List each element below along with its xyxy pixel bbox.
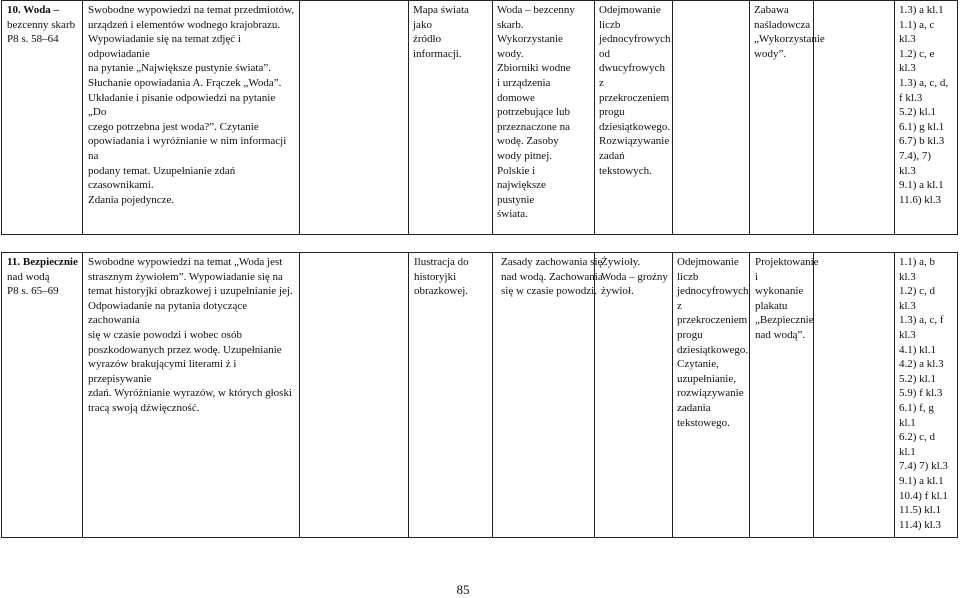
column-5-cell: Zasady zachowania się nad wodą. Zachowania się w czasie powodzi. (501, 256, 603, 298)
column-divider (82, 252, 83, 538)
column-4-cell: Ilustracja do historyjki obrazkowej. (414, 256, 469, 298)
column-5-cell: Mapa świata jako źródło informacji. (413, 4, 469, 60)
column-divider (957, 252, 958, 538)
art-cell: Zabawa naśladowcza „Wykorzystanie wody”. (754, 4, 825, 60)
column-8-cell (673, 0, 748, 3)
music-cell (814, 0, 893, 3)
references-cell: 1.3) a kl.1 1.1) a, c kl.3 1.2) c, e kl.3 1.3) a, c, d, f kl.3 5.2) kl.1 6.1) g kl.1 6.7) b kl.3 7.4), 7) kl.3 9.1) a kl.1 11.6) kl.3 (899, 4, 949, 206)
lesson-topic: bezcenny skarb P8 s. 58–64 (7, 18, 76, 46)
column-divider (1, 0, 2, 235)
math-cell: Odejmowanie liczb jednocyfrowych z przekroczeniem progu dziesiątkowego. Czytanie, uzupełnianie, rozwiązywanie zadania tekstowego. (677, 256, 749, 429)
column-divider (408, 252, 409, 538)
column-divider (492, 252, 493, 538)
column-divider (82, 0, 83, 235)
column-divider (957, 0, 958, 235)
activities-cell: Swobodne wypowiedzi na temat „Woda jest strasznym żywiołem”. Wypowiadanie się na temat historyjki obrazkowej i uzupełnianie jej. Odpowiadanie na pytania dotyczące zachowania się w czasie powodzi i wobec osób poszkodowanych przez wodę. Uzupełnianie wyrazów brakującymi literami ż i przepisywanie zdań. Wyróżnianie wyrazów, w których głoski tracą swoją dźwięczność. (88, 256, 293, 414)
lesson-title: 11. Bezpiecznie (7, 256, 78, 268)
page-number: 85 (456, 582, 470, 597)
column-6-cell: Woda – bezcenny skarb. Wykorzystanie wody. Zbiorniki wodne i urządzenia domowe potrzebujące lub przeznaczone na wodę. Zasoby wody pitnej. Polskie i największe pustynie świata. (497, 4, 575, 221)
column-divider (299, 252, 300, 538)
column-4-cell (300, 0, 407, 3)
references-cell: 1.1) a, b kl.3 1.2) c, d kl.3 1.3) a, c, f kl.3 4.1) kl.1 4.2) a kl.3 5.2) kl.1 5.9) f kl.3 6.1) f, g kl.1 6.2) c, d kl.1 7.4) 7) kl.3 9.1) a kl.1 10.4) f kl.1 11.5) kl.1 11.4) kl.3 (899, 256, 948, 531)
lesson-cell (3, 0, 81, 47)
column-divider (299, 0, 300, 235)
lesson-topic: nad wodą P8 s. 65–69 (7, 270, 59, 298)
column-divider (672, 0, 673, 235)
row-bottom-border (1, 234, 958, 235)
math-cell: Odejmowanie liczb jednocyfrowych od dwucyfrowych z przekroczeniem progu dziesiątkowego. Rozwiązywanie zadań tekstowych. (599, 4, 671, 177)
column-divider (813, 252, 814, 538)
column-6-cell: Żywioły. Woda – groźny żywioł. (601, 256, 668, 298)
art-cell (814, 252, 893, 255)
column-8-cell: Projektowanie i wykonanie plakatu „Bezpiecznie nad wodą”. (755, 256, 819, 341)
lesson-title: 10. Woda – (7, 4, 60, 16)
lesson-cell (3, 252, 81, 299)
table-row (1, 0, 958, 235)
table-row (1, 252, 958, 538)
column-divider (1, 252, 2, 538)
activities-cell: Swobodne wypowiedzi na temat przedmiotów, urządzeń i elementów wodnego krajobrazu. Wypowiadanie się na temat zdjęć i odpowiadanie na pytanie „Największe pustynie świata”. Słuchanie opowiadania A. Frączek „Woda”. Układanie i pisanie odpowiedzi na pytanie „Do czego potrzebna jest woda?”. Czytanie opowiadania i wyróżnianie w nim informacji na podany temat. Uzupełnianie zdań czasownikami. Zdania pojedyncze. (88, 4, 295, 206)
row-bottom-border (1, 537, 958, 538)
